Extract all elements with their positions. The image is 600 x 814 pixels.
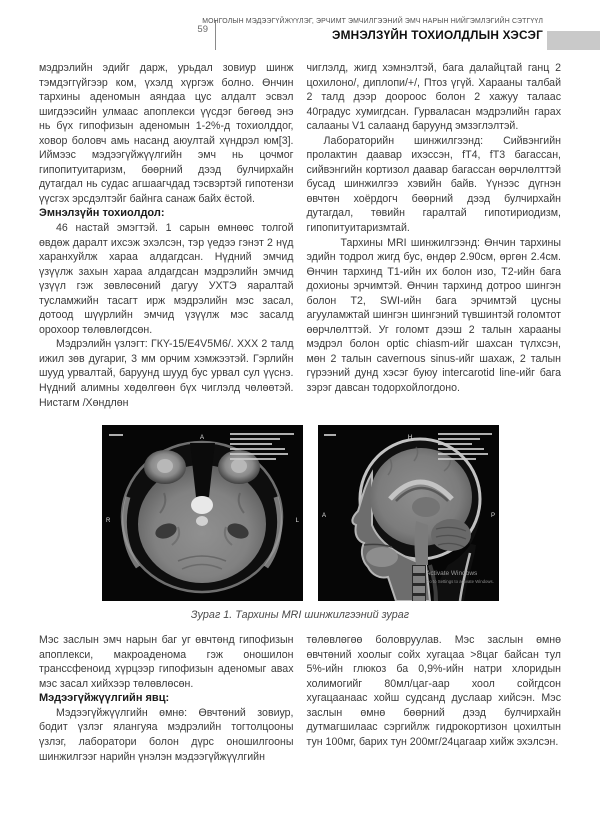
bottom-left-column — [39, 633, 294, 764]
page-header — [0, 17, 600, 57]
bottom-right-column — [307, 633, 562, 764]
mri-axial-image — [102, 425, 303, 601]
bottom-columns — [39, 633, 561, 764]
top-right-column — [307, 61, 562, 410]
paragraph: Мэдрэлийн үзлэгт: ГКY-15/E4V5M6/. XXX 2 талд ижил зөв дугариг, 3 мм орчим хэмжээтэй. Гэрлийн шууд урвалтай, баруунд шууд бус урвал сул үүснэ. Нүдний алимны хөдөлгөөн бүх чиглэлд чөлөөтэй. Нистагм /Хөндлөн — [39, 338, 294, 409]
paragraph: 46 настай эмэгтэй. 1 сарын өмнөөс толгой өвдөж даралт ихсэж эхэлсэн, тэр үедээ гэнэт 2 нүд харанхуйлж хараа алдагдсан. Нүдний эмчид үзүүлж захын хараа алдагдсан мэдрэлийн эмчид үзүүл гэж зөвлөсөний дагуу УХТЭ яаралтай тусламжийн тасагт ирж мэдрэлийн мэс засал, дотоод шүүрлийн эмчид үзүүлж мэс засалд орохоор төлөвлөгдсөн. — [39, 222, 294, 336]
figure-1 — [39, 425, 561, 621]
top-left-column — [39, 61, 294, 410]
windows-watermark-line1: Activate Windows — [425, 570, 477, 578]
paragraph: чиглэлд, жигд хэмнэлтэй, бага далайцтай ганц 2 цохилоно/, диплопи/+/, Птоз үгүй. Харааны талбай 2 талд дээр доороос болон 2 хажуу талаас 40градус хумигдсан. Гурваласан мэдрэлийн гарах салааны V1 салаанд баруунд эмзэглэлтэй. — [306, 62, 561, 133]
figure-caption: Зураг 1. Тархины MRI шинжилгээний зураг — [190, 609, 410, 622]
journal-title: МОНГОЛЫН МЭДЭЭГҮЙЖҮҮЛЭГ, ЭРЧИМТ ЭМЧИЛГЭЭНИЙ ЭМЧ НАРЫН НИЙГЭМЛЭГИЙН СЭТГҮҮЛ — [202, 18, 543, 25]
subsection-heading: Мэдээгүйжүүлгийн явц: — [39, 692, 170, 705]
paragraph: Лабораторийн шинжилгээнд: Сийвэнгийн пролактин даавар ихэссэн, fT4, fT3 багассан, сийвэнгийн кортизол даавар багассан өөрчлөлттэй бусад шинжилгээ хэвийн байв. Үүнээс дүгнэн өвчтөн хоёрдогч бөөрний дээд булчирхайн дутагдал, төвийн гаралтай гипотириодизм, гипопитуитаризмтай. — [306, 134, 561, 235]
windows-watermark-line2: Go to Settings to activate Windows. — [425, 579, 494, 585]
page-number: 59 — [197, 24, 208, 35]
mri-image-row — [39, 425, 561, 601]
orientation-marker-right: R — [105, 518, 110, 525]
top-columns — [39, 61, 561, 410]
paragraph: төлөвлөгөө боловруулав. Мэс заслын өмнө өвчтөний хоолыг сойх хугацаа >8цаг байсан тул 5%-ийн глюкоз ба 0,9%-ийн натри хлоридын холимогийг 80мл/цаг-аар хоол сойгдсон хугацаанаас хойш судсанд дуслаар хийсэн. Мэс заслын өмнө бөөрний дээд булчирхайн дутмагшилаас сэргийлж гидрокортизон цохилтын тун 100мг, барих тун 200мг/24цагаар хийж эхэлсэн. — [306, 634, 561, 748]
header-titles — [202, 18, 543, 42]
page-content — [0, 61, 600, 764]
orientation-marker-anterior: A — [199, 435, 204, 442]
subsection-heading: Эмнэлзүйн тохиолдол: — [39, 207, 165, 220]
orientation-marker-left: L — [295, 518, 299, 525]
paragraph: мэдрэлийн эдийг дарж, урьдал зовиур шинж тэмдэггүйгээр ком, үхэлд хүргэж болно. Өнчин тархины аденомын аяндаа цус алдалт эсвэл шигдээсийн улмаас апоплекси үүсдэг бөгөөд энэ нь бүх гипофизын аденомын 1-2%-д тохиолддог, ховор боловч амь насанд аюултай хүндрэл юм[3]. Иймээс мэдээгүйжүүлгийн эмч нь цочмог гипопитуитаризм, бөөрний дээд булчирхайн дутагдал нь судас агшаагчдад тэсвэртэй гипотензи үүсгэх эрсдэлтэйг байнга санаж байх ёстой. — [39, 62, 294, 205]
paragraph: Мэс заслын эмч нарын баг уг өвчтөнд гипофизын апоплекси, макроаденома гэж оношилон транссфеноид хүрцээр гипофизын аденомыг авах мэс засал хийхээр төлөвлөсөн. — [39, 634, 294, 690]
header-accent-block — [547, 31, 600, 50]
section-title: ЭМНЭЛЗҮЙН ТОХИОЛДЛЫН ХЭСЭГ — [332, 28, 543, 42]
orientation-marker-head: H — [407, 435, 412, 442]
paragraph: Тархины MRI шинжилгээнд: Өнчин тархины эдийн тодрол жигд бус, өндөр 2.90см, өргөн 2.4см. Өнчин тархинд T1-ийн их болон изо, T2-ийн бага дохионы эрчимтэй. Өнчин тархинд дотроо шингэн болон T2, SWI-ийн бага эрчимтэй цусны агууламжтай шингэн шингэний түвшинтэй голомтот өөрчлөлттэй. Уг голомт дээш 2 талын харааны мэдрэл болон optic chiasm-ийг шахсан түлхсэн, мөн 2 талын cavernous sinus-ийг шахаж, 2 талын гүрээний дунд хэсэг буюу intercarotid line-ийг бага зэрэг давсан тодорхойлогдоно. — [306, 236, 561, 395]
mri-sagittal-image — [318, 425, 499, 601]
orientation-marker-anterior: A — [321, 513, 326, 520]
orientation-marker-posterior: P — [490, 513, 495, 520]
paragraph: Мэдээгүйжүүлгийн өмнө: Өвчтөний зовиур, бодит үзлэг ялангуяа мэдрэлийн тогтолцооны үзлэг, лаборатори болон дүрс оношилгооны шинжилгээг нарийн үнэлэн мэдээгүйжүүлгийн — [39, 706, 294, 763]
